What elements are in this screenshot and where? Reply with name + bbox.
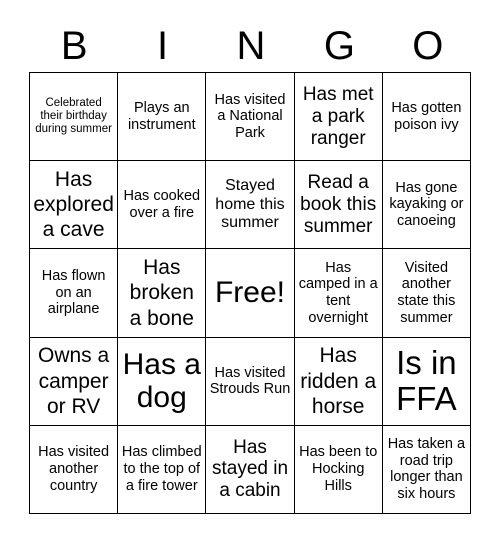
header-letter-o: O	[412, 24, 444, 68]
bingo-cell-1-4[interactable]: Has met a park ranger	[295, 73, 383, 161]
header-letter-i: I	[157, 24, 169, 68]
bingo-cell-2-1[interactable]: Has explored a cave	[30, 161, 118, 249]
bingo-cell-5-4[interactable]: Has been to Hocking Hills	[295, 426, 383, 514]
header-letter-n: N	[236, 24, 266, 68]
bingo-cell-3-2[interactable]: Has broken a bone	[118, 249, 206, 337]
bingo-cell-free[interactable]: Free!	[206, 249, 294, 337]
bingo-cell-2-2[interactable]: Has cooked over a fire	[118, 161, 206, 249]
bingo-cell-3-5[interactable]: Visited another state this summer	[383, 249, 471, 337]
bingo-cell-5-5[interactable]: Has taken a road trip longer than six hours	[383, 426, 471, 514]
bingo-cell-3-4[interactable]: Has camped in a tent overnight	[295, 249, 383, 337]
bingo-cell-2-3[interactable]: Stayed home this summer	[206, 161, 294, 249]
bingo-cell-5-3[interactable]: Has stayed in a cabin	[206, 426, 294, 514]
bingo-cell-4-4[interactable]: Has ridden a horse	[295, 338, 383, 426]
header-letter-b: B	[60, 24, 88, 68]
bingo-cell-1-5[interactable]: Has gotten poison ivy	[383, 73, 471, 161]
bingo-cell-2-5[interactable]: Has gone kayaking or canoeing	[383, 161, 471, 249]
bingo-cell-5-2[interactable]: Has climbed to the top of a fire tower	[118, 426, 206, 514]
bingo-cell-4-3[interactable]: Has visited Strouds Run	[206, 338, 294, 426]
header-letter-g: G	[323, 24, 355, 68]
bingo-header	[30, 20, 472, 72]
bingo-cell-4-5[interactable]: Is in FFA	[383, 338, 471, 426]
bingo-cell-4-1[interactable]: Owns a camper or RV	[30, 338, 118, 426]
bingo-cell-1-1[interactable]: Celebrated their birthday during summer	[30, 73, 118, 161]
bingo-cell-2-4[interactable]: Read a book this summer	[295, 161, 383, 249]
bingo-cell-5-1[interactable]: Has visited another country	[30, 426, 118, 514]
bingo-cell-4-2[interactable]: Has a dog	[118, 338, 206, 426]
bingo-cell-3-1[interactable]: Has flown on an airplane	[30, 249, 118, 337]
bingo-board	[29, 72, 471, 514]
bingo-cell-1-3[interactable]: Has visited a National Park	[206, 73, 294, 161]
bingo-cell-1-2[interactable]: Plays an instrument	[118, 73, 206, 161]
